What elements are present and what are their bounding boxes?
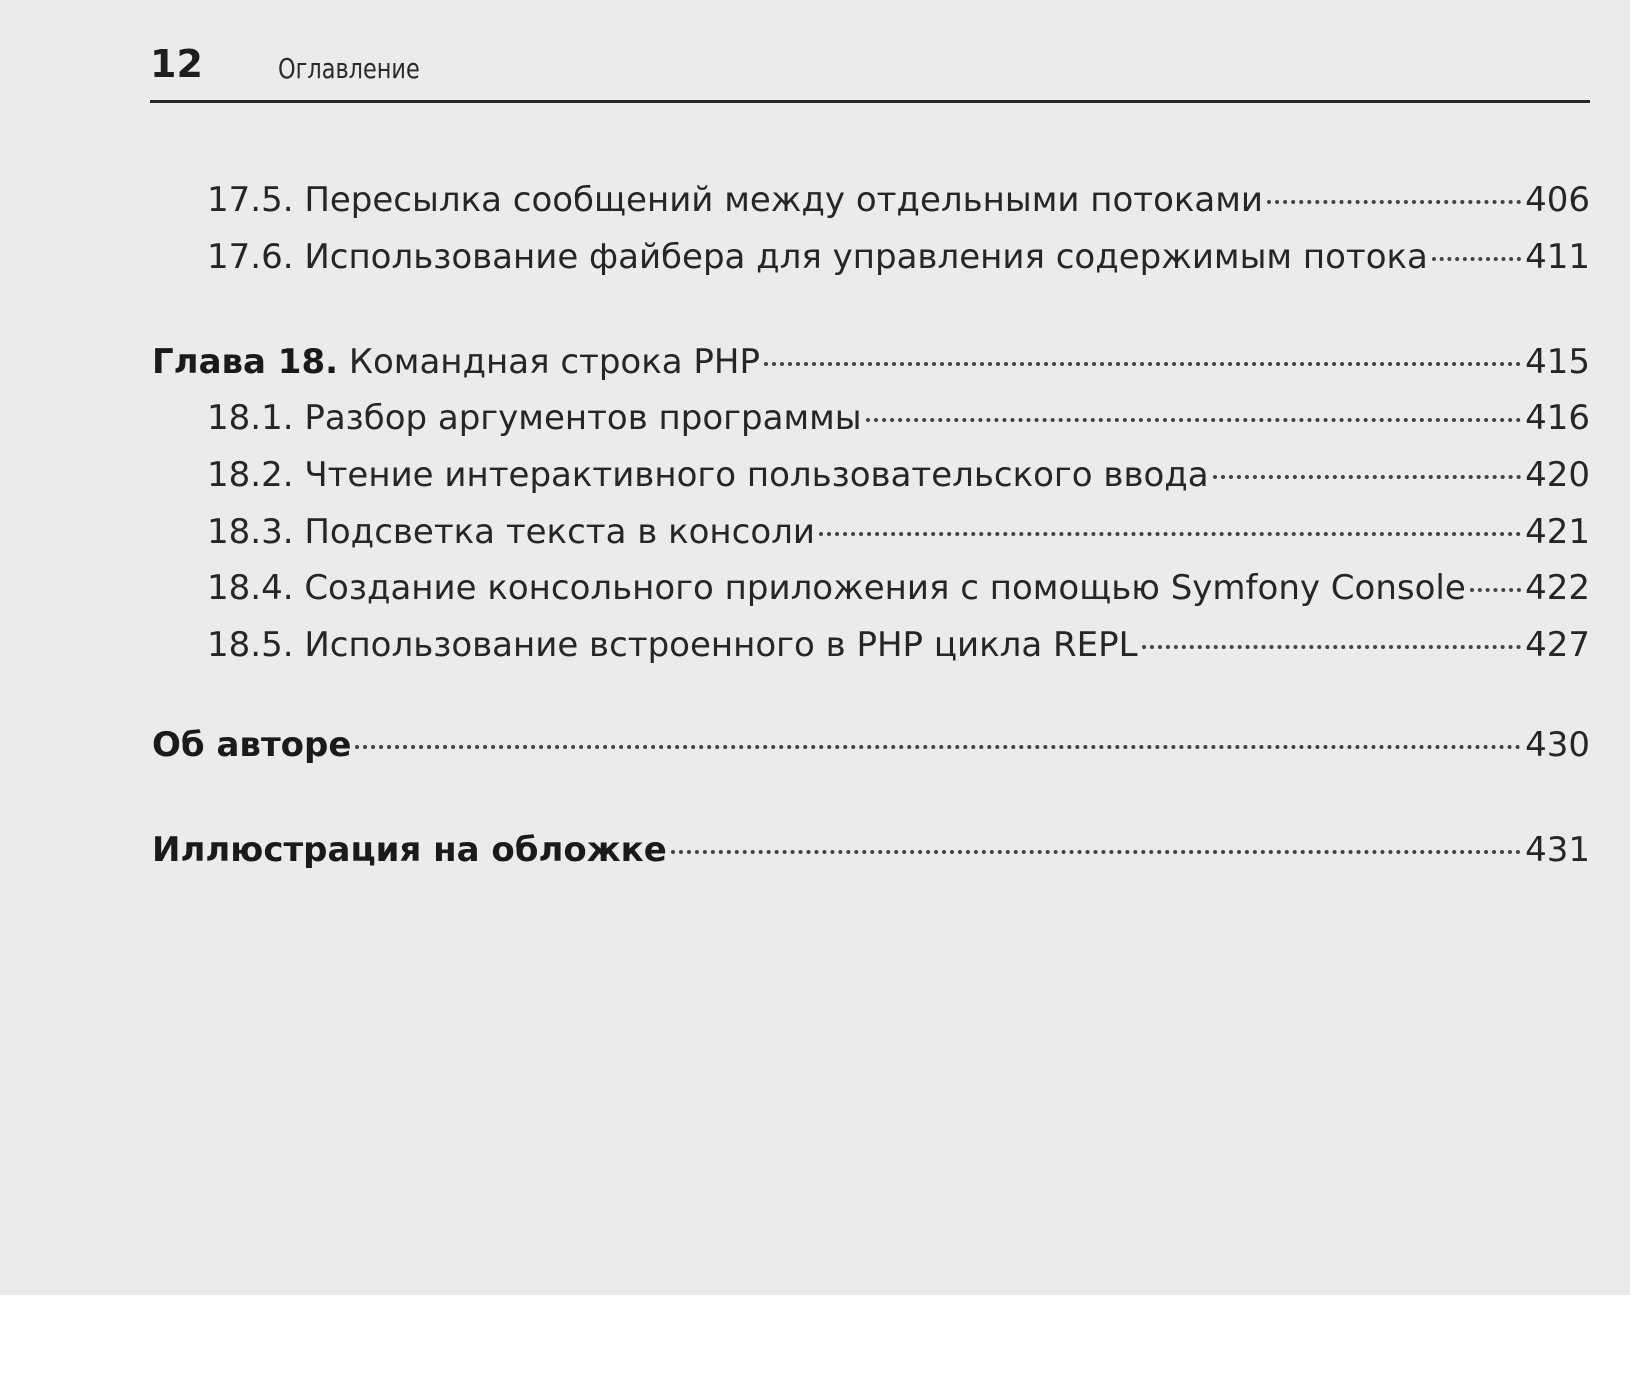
toc-entry-page: 422 bbox=[1525, 568, 1590, 608]
toc-entry-18-2 bbox=[207, 455, 1590, 495]
toc-entry-cover-illustration bbox=[152, 830, 1590, 870]
toc-entry-page: 416 bbox=[1525, 398, 1590, 438]
toc-entry-label: 18.2. Чтение интерактивного пользовательского ввода bbox=[207, 455, 1209, 495]
toc-entry-chapter-18 bbox=[152, 342, 1590, 382]
running-header bbox=[150, 40, 1590, 103]
toc-entry-page: 430 bbox=[1525, 725, 1590, 765]
toc-entry-17-6 bbox=[207, 237, 1590, 277]
toc-entry-page: 411 bbox=[1525, 237, 1590, 277]
dot-leader bbox=[1470, 588, 1521, 592]
dot-leader bbox=[1142, 645, 1522, 649]
toc-entry-about-author bbox=[152, 725, 1590, 765]
toc-entry-page: 421 bbox=[1525, 512, 1590, 552]
toc-entry-18-4 bbox=[207, 568, 1590, 608]
dot-leader bbox=[1213, 475, 1521, 479]
dot-leader bbox=[1267, 200, 1521, 204]
dot-leader bbox=[866, 418, 1522, 422]
header-title: Оглавление bbox=[278, 52, 420, 85]
dot-leader bbox=[671, 850, 1521, 854]
toc-entry-label: Иллюстрация на обложке bbox=[152, 830, 667, 870]
chapter-title: Командная строка PHP bbox=[338, 342, 760, 382]
chapter-prefix: Глава 18. bbox=[152, 342, 339, 382]
toc-entry-label: 17.5. Пересылка сообщений между отдельными потоками bbox=[207, 180, 1264, 220]
dot-leader bbox=[355, 745, 1521, 749]
toc-entry-label bbox=[152, 342, 760, 382]
toc-entry-label: Об авторе bbox=[152, 725, 352, 765]
toc-entry-label: 18.4. Создание консольного приложения с помощью Symfony Console bbox=[207, 568, 1466, 608]
toc-entry-page: 427 bbox=[1525, 625, 1590, 665]
toc-entry-label: 18.3. Подсветка текста в консоли bbox=[207, 512, 815, 552]
toc-entry-18-1 bbox=[207, 398, 1590, 438]
toc-entry-label: 18.1. Разбор аргументов программы bbox=[207, 398, 862, 438]
toc-entry-18-5 bbox=[207, 625, 1590, 665]
toc-entry-page: 431 bbox=[1525, 830, 1590, 870]
page-bottom-margin bbox=[0, 1295, 1630, 1390]
dot-leader bbox=[1432, 257, 1521, 261]
page-number: 12 bbox=[150, 42, 203, 86]
dot-leader bbox=[764, 362, 1521, 366]
toc-entry-page: 415 bbox=[1525, 342, 1590, 382]
toc-entry-18-3 bbox=[207, 512, 1590, 552]
toc-entry-17-5 bbox=[207, 180, 1590, 220]
toc-entry-label: 18.5. Использование встроенного в PHP цикла REPL bbox=[207, 625, 1138, 665]
dot-leader bbox=[819, 532, 1521, 536]
toc-entry-label: 17.6. Использование файбера для управления содержимым потока bbox=[207, 237, 1428, 277]
toc-entry-page: 420 bbox=[1525, 455, 1590, 495]
toc-entry-page: 406 bbox=[1525, 180, 1590, 220]
